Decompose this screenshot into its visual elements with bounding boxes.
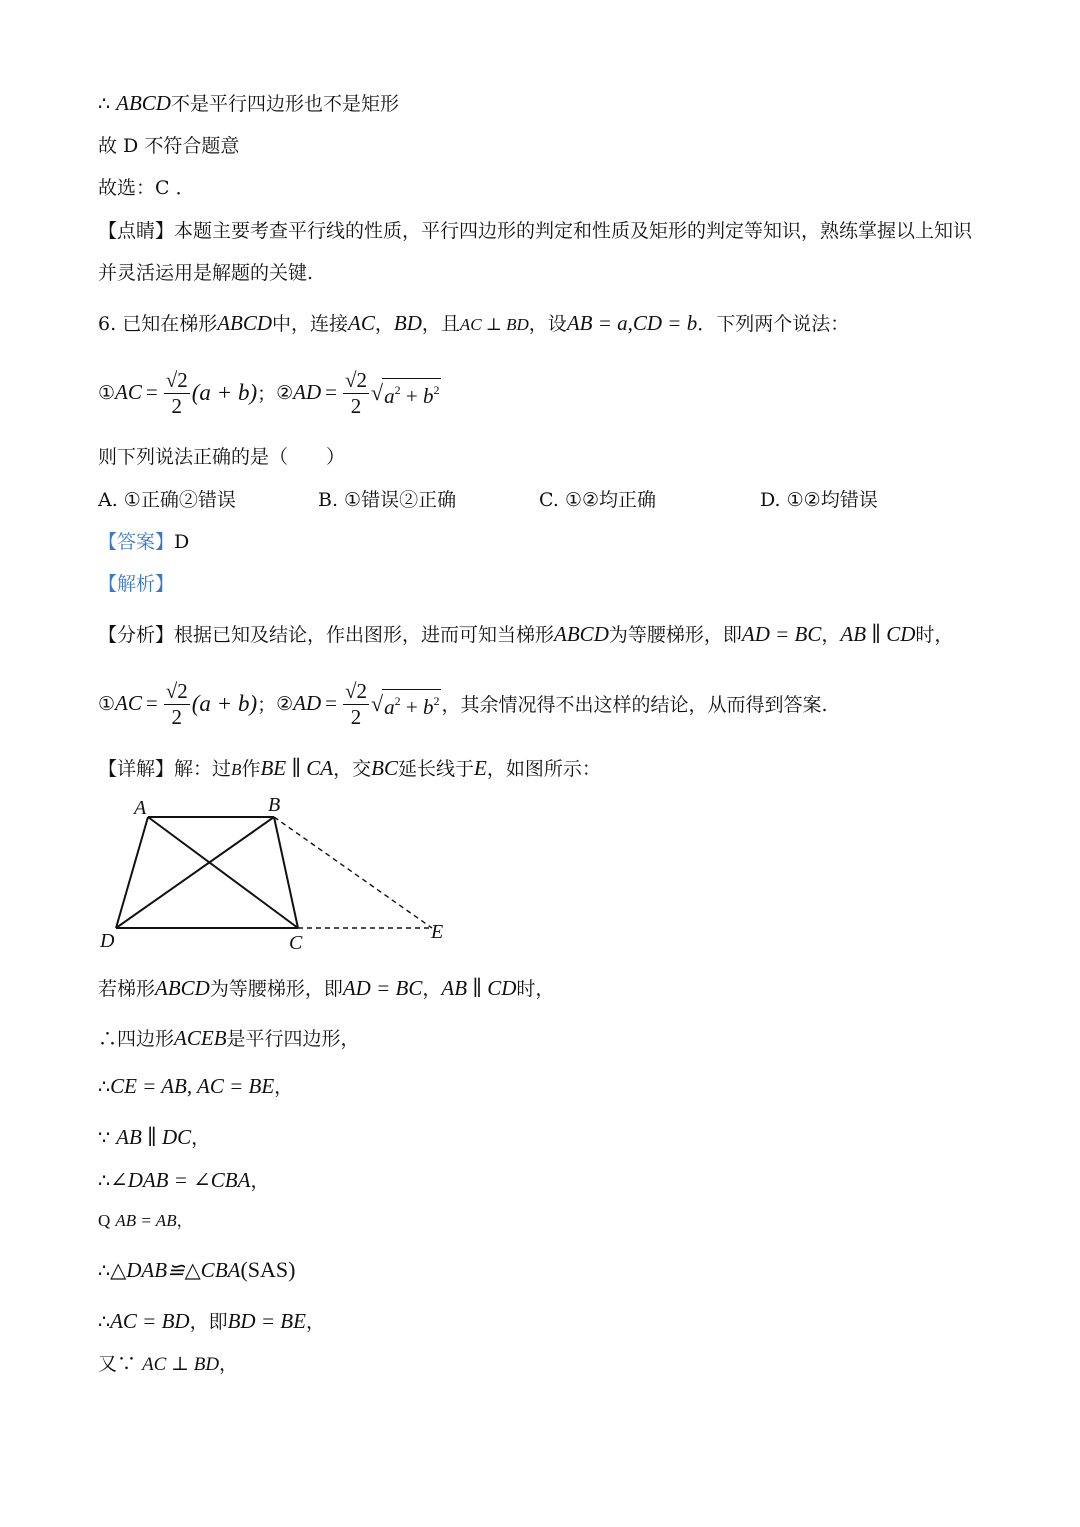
radical-sign: √ — [371, 379, 384, 405]
step-text: ， — [274, 1076, 294, 1098]
fenxi-heading: 【分析】 — [98, 624, 175, 646]
math-abcd: ABCD — [116, 91, 171, 115]
step-text: 是平行四边形， — [226, 1028, 360, 1050]
segment-ad — [116, 817, 148, 928]
math-a-plus-b: (a + b) — [191, 690, 258, 716]
q-text: 已知在梯形 — [122, 313, 218, 335]
xiangjie-math: BC — [371, 756, 398, 780]
fenxi-text: 根据已知及结论，作出图形，进而可知当梯形 — [174, 624, 555, 646]
label-a: A — [134, 797, 147, 819]
step-math: AD = BC — [342, 976, 423, 1000]
fraction-numerator: √2 — [345, 679, 368, 703]
step-math: △DAB≌△CBA — [110, 1258, 241, 1282]
step-math: AC ⊥ BD — [142, 1354, 220, 1375]
because-symbol: ∵ — [98, 1127, 111, 1149]
fraction-numerator: √2 — [345, 368, 368, 392]
fenxi-tail: ，其余情况得不出这样的结论，从而得到答案. — [441, 694, 828, 716]
step-3 — [98, 1073, 293, 1100]
segment-be-dashed — [274, 817, 432, 928]
q-text: ，且 — [421, 313, 460, 335]
therefore-symbol: ∴ — [98, 1260, 111, 1282]
circled-one: ① — [98, 381, 116, 404]
step-text: ， — [219, 1353, 239, 1375]
step-6 — [98, 1208, 193, 1234]
step-text: ，即 — [189, 1311, 228, 1333]
q-math: AC — [348, 311, 375, 335]
option-b: B. ①错误②正确 — [318, 489, 457, 511]
diagonal-ac — [148, 817, 298, 928]
step-2 — [98, 1025, 360, 1052]
because-glyph-q: Q — [98, 1211, 111, 1230]
step-text: ， — [176, 1211, 193, 1230]
step-8 — [98, 1308, 325, 1335]
step-text: ， — [191, 1127, 211, 1149]
equals-sign: = — [325, 691, 338, 715]
answer-heading: 【答案】 — [98, 531, 175, 553]
step-math: AB ∥ CD — [441, 976, 517, 1000]
math-ac: AC — [115, 380, 142, 404]
label-c: C — [289, 932, 303, 954]
step-math: ACEB — [174, 1026, 227, 1050]
step-text: 四边形 — [117, 1028, 175, 1050]
analysis-heading: 【解析】 — [98, 573, 175, 595]
separator: ； — [257, 694, 277, 716]
q-math: BD — [393, 311, 422, 335]
option-a: A. ①正确②错误 — [98, 489, 236, 511]
math-a: a — [384, 384, 395, 408]
step-4 — [98, 1124, 210, 1151]
therefore-symbol: ∴ — [98, 1311, 111, 1333]
xiangjie-math: E — [474, 756, 487, 780]
plus-sign: + — [400, 695, 423, 719]
step-1 — [98, 975, 554, 1002]
diagonal-bd — [116, 817, 274, 928]
circled-two: ② — [276, 381, 294, 404]
xiangjie-text: 解：过 — [174, 758, 232, 780]
xiangjie-heading: 【详解】 — [98, 758, 175, 780]
step-text: 若梯形 — [98, 978, 156, 1000]
dianjing-heading: 【点睛】 — [98, 220, 175, 242]
q-math: ABCD — [217, 311, 273, 335]
math-b: b — [422, 695, 434, 719]
fraction-numerator: √2 — [165, 679, 188, 703]
math-ac: AC — [115, 691, 142, 715]
fraction-denominator: 2 — [171, 394, 182, 418]
step-7 — [98, 1257, 296, 1284]
step-text: ， — [305, 1311, 325, 1333]
step-text: ， — [250, 1170, 270, 1192]
exponent: 2 — [394, 694, 401, 708]
math-b: b — [422, 384, 434, 408]
fenxi-text: 时， — [915, 624, 954, 646]
math-ad: AD — [293, 691, 322, 715]
q-text: ，设 — [528, 313, 567, 335]
q-text: ， — [374, 313, 394, 335]
exponent: 2 — [394, 383, 401, 397]
xiangjie-text: 延长线于 — [398, 758, 475, 780]
q-math: AB = a,CD = b — [566, 311, 698, 335]
therefore-symbol: ∴ — [98, 1028, 118, 1050]
option-d-note: 故 D 不符合题意 — [98, 135, 240, 157]
congruence-rule: (SAS) — [240, 1257, 296, 1282]
step-math: CE = AB, AC = BE — [110, 1074, 275, 1098]
fenxi-math: ABCD — [554, 622, 609, 646]
conclusion-text: 不是平行四边形也不是矩形 — [170, 93, 399, 115]
step-text: 又∵ — [98, 1353, 137, 1375]
q-text: ．下列两个说法： — [697, 313, 850, 335]
step-math: AB = AB — [115, 1211, 177, 1230]
dianjing-text: 本题主要考查平行线的性质，平行四边形的判定和性质及矩形的判定等知识，熟练掌握以上知识 — [174, 220, 973, 242]
math-ad: AD — [293, 380, 322, 404]
math-a-plus-b: (a + b) — [191, 379, 258, 405]
math-a: a — [384, 695, 395, 719]
choice-line: 故选：C ． — [98, 177, 195, 199]
xiangjie-math: BE ∥ CA — [260, 756, 334, 780]
exponent: 2 — [433, 383, 440, 397]
step-text: ， — [422, 978, 442, 1000]
fenxi-text: ， — [821, 624, 841, 646]
fraction-numerator: √2 — [165, 368, 188, 392]
circled-two: ② — [276, 692, 294, 715]
fraction-denominator: 2 — [350, 705, 362, 729]
step-text: 为等腰梯形，即 — [209, 978, 343, 1000]
step-math: AB ∥ DC — [116, 1125, 192, 1149]
fraction-denominator: 2 — [171, 705, 182, 729]
step-9 — [98, 1351, 238, 1378]
therefore-symbol: ∴ — [98, 1170, 111, 1192]
equals-sign: = — [145, 691, 158, 715]
circled-one: ① — [98, 692, 116, 715]
label-e: E — [431, 921, 444, 943]
therefore-symbol: ∴ — [98, 93, 111, 115]
xiangjie-math: B — [231, 760, 242, 779]
separator: ； — [257, 383, 277, 405]
dianjing-text-cont: 并灵活运用是解题的关键. — [98, 262, 314, 284]
answer-value: D — [174, 531, 190, 553]
step-math: AC = BD — [110, 1309, 190, 1333]
step-5 — [98, 1167, 269, 1194]
question-number: 6. — [98, 313, 117, 335]
equals-sign: = — [145, 380, 158, 404]
plus-sign: + — [400, 384, 423, 408]
xiangjie-text: 作 — [241, 758, 261, 780]
label-d: D — [100, 930, 115, 952]
option-d: D. ①②均错误 — [760, 489, 878, 511]
therefore-symbol: ∴ — [98, 1076, 111, 1098]
q-text: 中，连接 — [272, 313, 349, 335]
step-math: ∠DAB = ∠CBA — [110, 1168, 251, 1192]
q-math: AC ⊥ BD — [459, 315, 529, 334]
fraction-denominator: 2 — [350, 394, 362, 418]
xiangjie-text: ，如图所示： — [486, 758, 601, 780]
radical-sign: √ — [371, 690, 384, 716]
segment-bc — [274, 817, 298, 928]
label-b: B — [268, 794, 281, 816]
exponent: 2 — [433, 694, 440, 708]
step-text: 时， — [516, 978, 555, 1000]
step-math: ABCD — [155, 976, 210, 1000]
fenxi-math: AD = BC — [741, 622, 822, 646]
step-math: BD = BE — [227, 1309, 306, 1333]
fenxi-math: AB ∥ CD — [840, 622, 916, 646]
equals-sign: = — [325, 380, 338, 404]
option-c: C. ①②均正确 — [539, 489, 657, 511]
fenxi-text: 为等腰梯形，即 — [608, 624, 742, 646]
question-ask: 则下列说法正确的是（ ） — [98, 446, 346, 468]
xiangjie-text: ，交 — [333, 758, 372, 780]
